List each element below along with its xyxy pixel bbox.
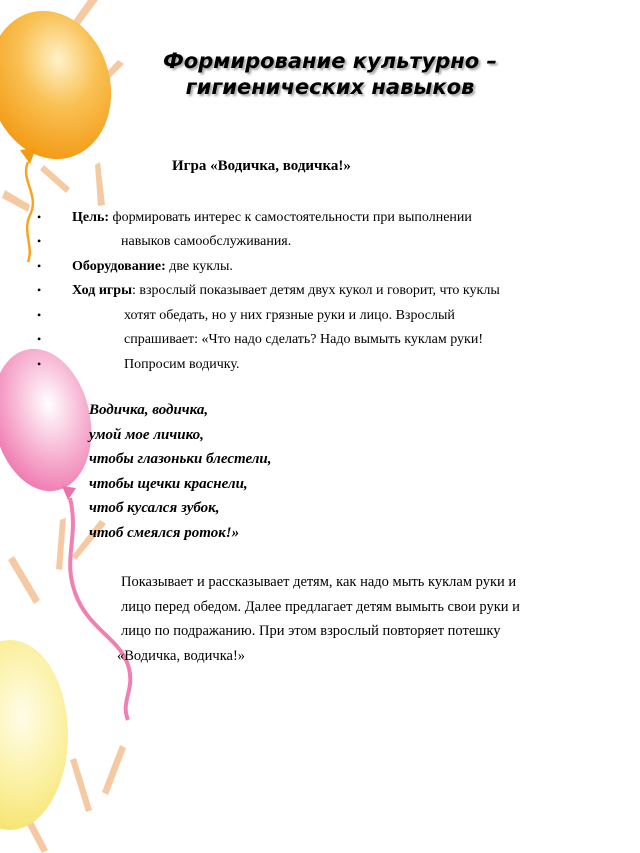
course-line3: спрашивает: «Что надо сделать? Надо вымыть куклам руки! [124,332,483,347]
bullet: • [37,210,42,224]
bullet: • [37,259,42,273]
poem [89,402,272,549]
course-text: : взрослый показывает детям двух кукол и говорит, что куклы [132,283,500,298]
page-title-line1: Формирование культурно – [162,49,498,73]
poem-line: умой мое личико, [89,426,204,443]
poem-line: чтоб смеялся роток!» [89,524,240,541]
bullet: • [37,283,42,297]
bullet: • [37,332,42,346]
poem-line: чтобы глазоньки блестели, [89,451,272,467]
bullet: • [37,357,42,371]
poem-line: чтобы щечки краснели, [89,475,248,492]
paragraph-line: лицо по подражанию. При этом взрослый повторяет потешку [121,623,501,639]
paragraph-line: Показывает и рассказывает детям, как надо мыть куклам руки и [121,574,517,590]
goal-text: формировать интерес к самостоятельности при выполнении [109,210,472,225]
instruction-paragraph [117,574,520,672]
course-line4: Попросим водичку. [124,357,240,372]
goal-cont-text: навыков самообслуживания. [121,234,292,249]
poem-line: Водичка, водичка, [89,402,209,418]
equipment-text: две куклы. [165,259,233,274]
poem-line: чтоб кусался зубок, [89,500,220,516]
yellow-balloon [0,640,68,830]
game-title: Игра «Водичка, водичка!» [172,158,351,174]
course-line2: хотят обедать, но у них грязные руки и лицо. Взрослый [124,308,455,323]
paragraph-line: лицо перед обедом. Далее предлагает детям вымыть свои руки и [121,598,520,615]
bullet: • [37,234,42,248]
bullet: • [37,308,42,322]
page-title-line2: гигиенических навыков [185,75,475,99]
goal-label: Цель: [72,210,110,225]
course-label: Ход игры [72,283,132,298]
paragraph-line: «Водичка, водичка!» [117,647,246,664]
equipment-label: Оборудование: [72,259,166,274]
page-title [95,48,565,100]
